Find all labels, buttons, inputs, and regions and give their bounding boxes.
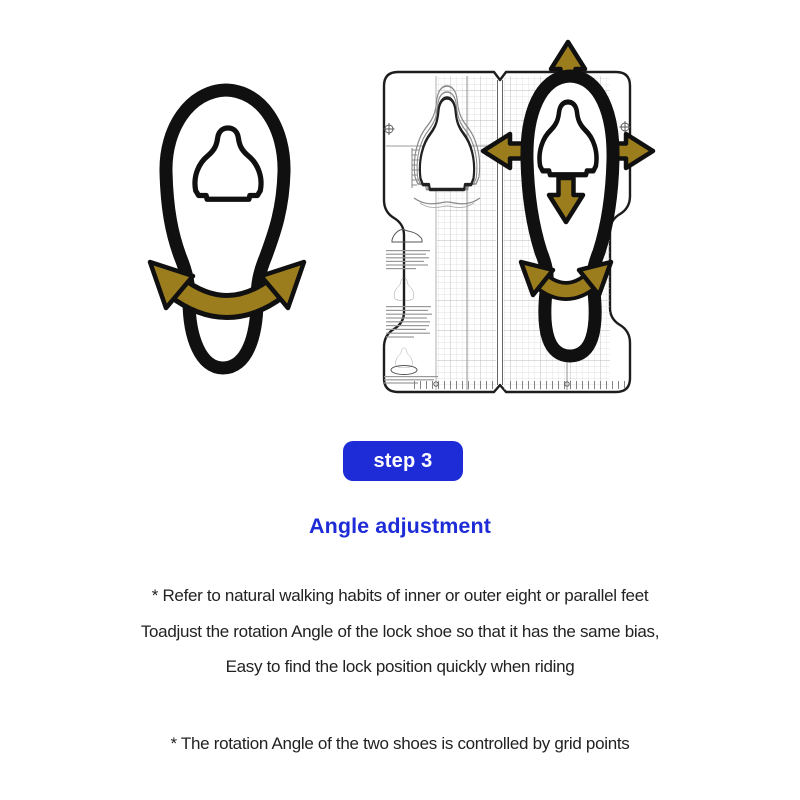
- step-badge: step 3: [343, 441, 463, 481]
- instruction-line-3: Easy to find the lock position quickly when riding: [225, 657, 575, 676]
- instruction-line-1: * Refer to natural walking habits of inner or outer eight or parallel feet: [151, 586, 649, 605]
- template-figure: [384, 42, 654, 392]
- instruction-line-2: Toadjust the rotation Angle of the lock shoe so that it has the same bias,: [140, 622, 660, 641]
- left-shoe-figure: [150, 90, 304, 368]
- template-bottom-ruler: [410, 381, 625, 389]
- margin-text-block-2: [386, 306, 432, 338]
- footnote-line: * The rotation Angle of the two shoes is controlled by grid points: [170, 734, 630, 753]
- section-title: Angle adjustment: [309, 514, 491, 538]
